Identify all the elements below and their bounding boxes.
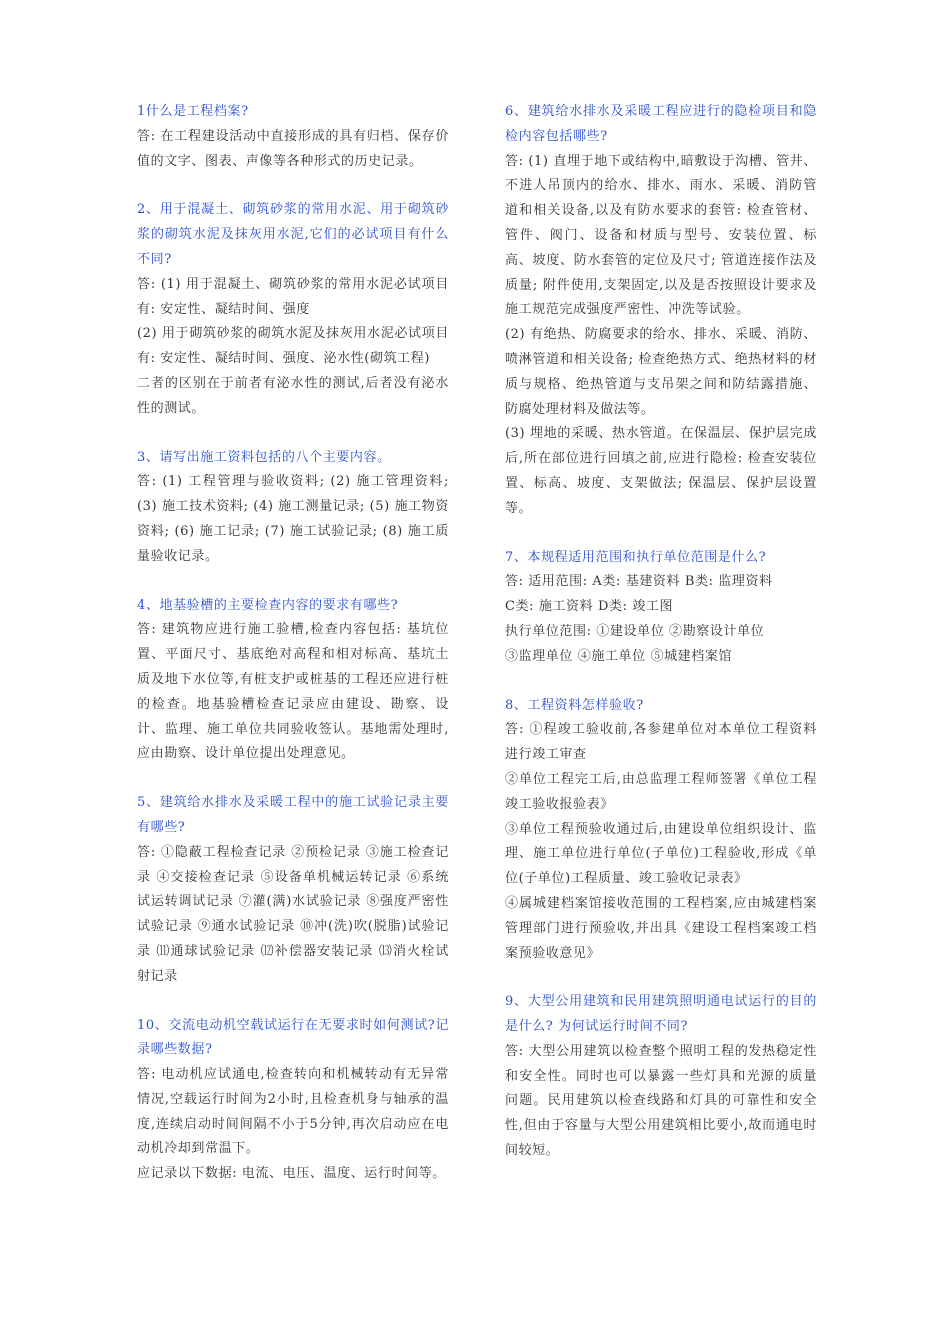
question-heading: 3、请写出施工资料包括的八个主要内容。 — [137, 449, 391, 465]
left-column — [137, 100, 449, 1211]
answer-text — [505, 718, 817, 966]
qa-item — [137, 791, 449, 989]
answer-paragraph: ③监理单位 ④施工单位 ⑤城建档案馆 — [505, 648, 733, 664]
answer-text — [137, 1063, 449, 1187]
question-heading: 2、用于混凝土、砌筑砂浆的常用水泥、用于砌筑砂浆的砌筑水泥及抹灰用水泥,它们的必试项目有什么不同? — [137, 202, 449, 267]
answer-paragraph: 答: 电动机应试通电,检查转向和机械转动有无异常情况,空载运行时间为2小时,且检查机身与轴承的温度,连续启动时间间隔不小于5分钟,再次启动应在电动机冷却到常温下。 — [137, 1067, 449, 1157]
answer-paragraph: 执行单位范围: ①建设单位 ②勘察设计单位 — [505, 623, 765, 639]
answer-paragraph: ③单位工程预验收通过后,由建设单位组织设计、监理、施工单位进行单位(子单位)工程验收,形成《单位(子单位)工程质量、竣工验收记录表》 — [505, 821, 817, 887]
qa-item — [137, 1014, 449, 1188]
answer-text — [137, 618, 449, 767]
answer-paragraph: 答: (1) 工程管理与验收资料; (2) 施工管理资料; (3) 施工技术资料; (4) 施工测量记录; (5) 施工物资资料; (6) 施工记录; (7) 施工试验记录; (8) 施工质量验收记录。 — [137, 474, 449, 564]
question-heading: 1什么是工程档案? — [137, 104, 249, 119]
answer-paragraph: (3) 埋地的采暖、热水管道。在保温层、保护层完成后,所在部位进行回填之前,应进行隐检: 检查安装位置、标高、坡度、支架做法; 保温层、保护层设置等。 — [505, 426, 817, 516]
question-heading: 6、建筑给水排水及采暖工程应进行的隐检项目和隐检内容包括哪些? — [505, 104, 817, 144]
answer-paragraph: 答: 在工程建设活动中直接形成的具有归档、保存价值的文字、图表、声像等各种形式的历史记录。 — [137, 128, 449, 169]
qa-item — [137, 594, 449, 768]
answer-paragraph: C类: 施工资料 D类: 竣工图 — [505, 599, 674, 615]
question-heading: 7、本规程适用范围和执行单位范围是什么? — [505, 549, 767, 565]
answer-paragraph: ②单位工程完工后,由总监理工程师签署《单位工程竣工验收报验表》 — [505, 771, 817, 812]
question-heading: 9、大型公用建筑和民用建筑照明通电试运行的目的是什么? 为何试运行时间不同? — [505, 994, 817, 1035]
question-heading: 5、建筑给水排水及采暖工程中的施工试验记录主要有哪些? — [137, 795, 449, 835]
question-heading: 4、地基验槽的主要检查内容的要求有哪些? — [137, 597, 399, 613]
answer-paragraph: 答: (1) 直埋于地下或结构中,暗敷设于沟槽、管井、不进人吊顶内的给水、排水、雨水、采暖、消防管道和相关设备,以及有防水要求的套管: 检查管材、管件、阀门、设备和材质与型号、安装位置、标高、坡度、防水套管的定位及尺寸; 管道连接作法及质量; 附件使用,支架固定,以及是否按照设计要求及施工规范完成强度严密性、冲洗等试验。 — [505, 153, 817, 318]
qa-item — [137, 198, 449, 421]
answer-paragraph: 二者的区别在于前者有泌水性的测试,后者没有泌水性的测试。 — [137, 375, 449, 416]
qa-item — [137, 446, 449, 570]
answer-text — [505, 1040, 817, 1164]
answer-paragraph: 答: 适用范围: A类: 基建资料 B类: 监理资料 — [505, 574, 773, 590]
right-column — [505, 100, 817, 1188]
answer-text — [137, 470, 449, 569]
answer-text — [137, 273, 449, 422]
question-heading: 8、工程资料怎样验收? — [505, 697, 644, 713]
qa-item — [505, 546, 817, 670]
qa-item — [505, 990, 817, 1164]
answer-paragraph: (2) 有绝热、防腐要求的给水、排水、采暖、消防、喷淋管道和相关设备; 检查绝热方式、绝热材料的材质与规格、绝热管道与支吊架之间和防结露措施、防腐处理材料及做法等。 — [505, 327, 817, 417]
qa-item — [505, 694, 817, 967]
question-heading: 10、交流电动机空载试运行在无要求时如何测试?记录哪些数据? — [137, 1017, 449, 1058]
answer-paragraph: 答: 大型公用建筑以检查整个照明工程的发热稳定性和安全性。同时也可以暴露一些灯具和光源的质量问题。民用建筑以检查线路和灯具的可靠性和安全性,但由于容量与大型公用建筑相比要小,故而通电时间较短。 — [505, 1043, 817, 1159]
qa-item — [505, 100, 817, 522]
answer-paragraph: 答: ①隐蔽工程检查记录 ②预检记录 ③施工检查记录 ④交接检查记录 ⑤设备单机械运转记录 ⑥系统试运转调试记录 ⑦灌(满)水试验记录 ⑧强度严密性试验记录 ⑨通水试验记录 ⑩冲(洗)吹(脱脂)试验记录 ⑾通球试验记录 ⑿补偿器安装记录 ⒀消火栓试射记录 — [137, 844, 449, 984]
answer-paragraph: 答: ①程竣工验收前,各参建单位对本单位工程资料进行竣工审查 — [505, 722, 817, 763]
answer-paragraph: ④属城建档案馆接收范围的工程档案,应由城建档案管理部门进行预验收,并出具《建设工程档案竣工档案预验收意见》 — [505, 895, 817, 961]
answer-text — [137, 125, 449, 175]
answer-paragraph: 答: 建筑物应进行施工验槽,检查内容包括: 基坑位置、平面尺寸、基底绝对高程和相对标高、基坑土质及地下水位等,有桩支护或桩基的工程还应进行桩的检查。地基验槽检查记录应由建设、勘察、设计、监理、施工单位共同验收签认。基地需处理时,应由勘察、设计单位提出处理意见。 — [137, 622, 449, 762]
answer-paragraph: (2) 用于砌筑砂浆的砌筑水泥及抹灰用水泥必试项目有: 安定性、凝结时间、强度、泌水性(砌筑工程) — [137, 326, 449, 367]
answer-paragraph: 应记录以下数据: 电流、电压、温度、运行时间等。 — [137, 1166, 446, 1182]
answer-paragraph: 答: (1) 用于混凝土、砌筑砂浆的常用水泥必试项目有: 安定性、凝结时间、强度 — [137, 276, 449, 317]
qa-item — [137, 100, 449, 174]
answer-text — [505, 570, 817, 669]
answer-text — [137, 841, 449, 990]
answer-text — [505, 150, 817, 522]
